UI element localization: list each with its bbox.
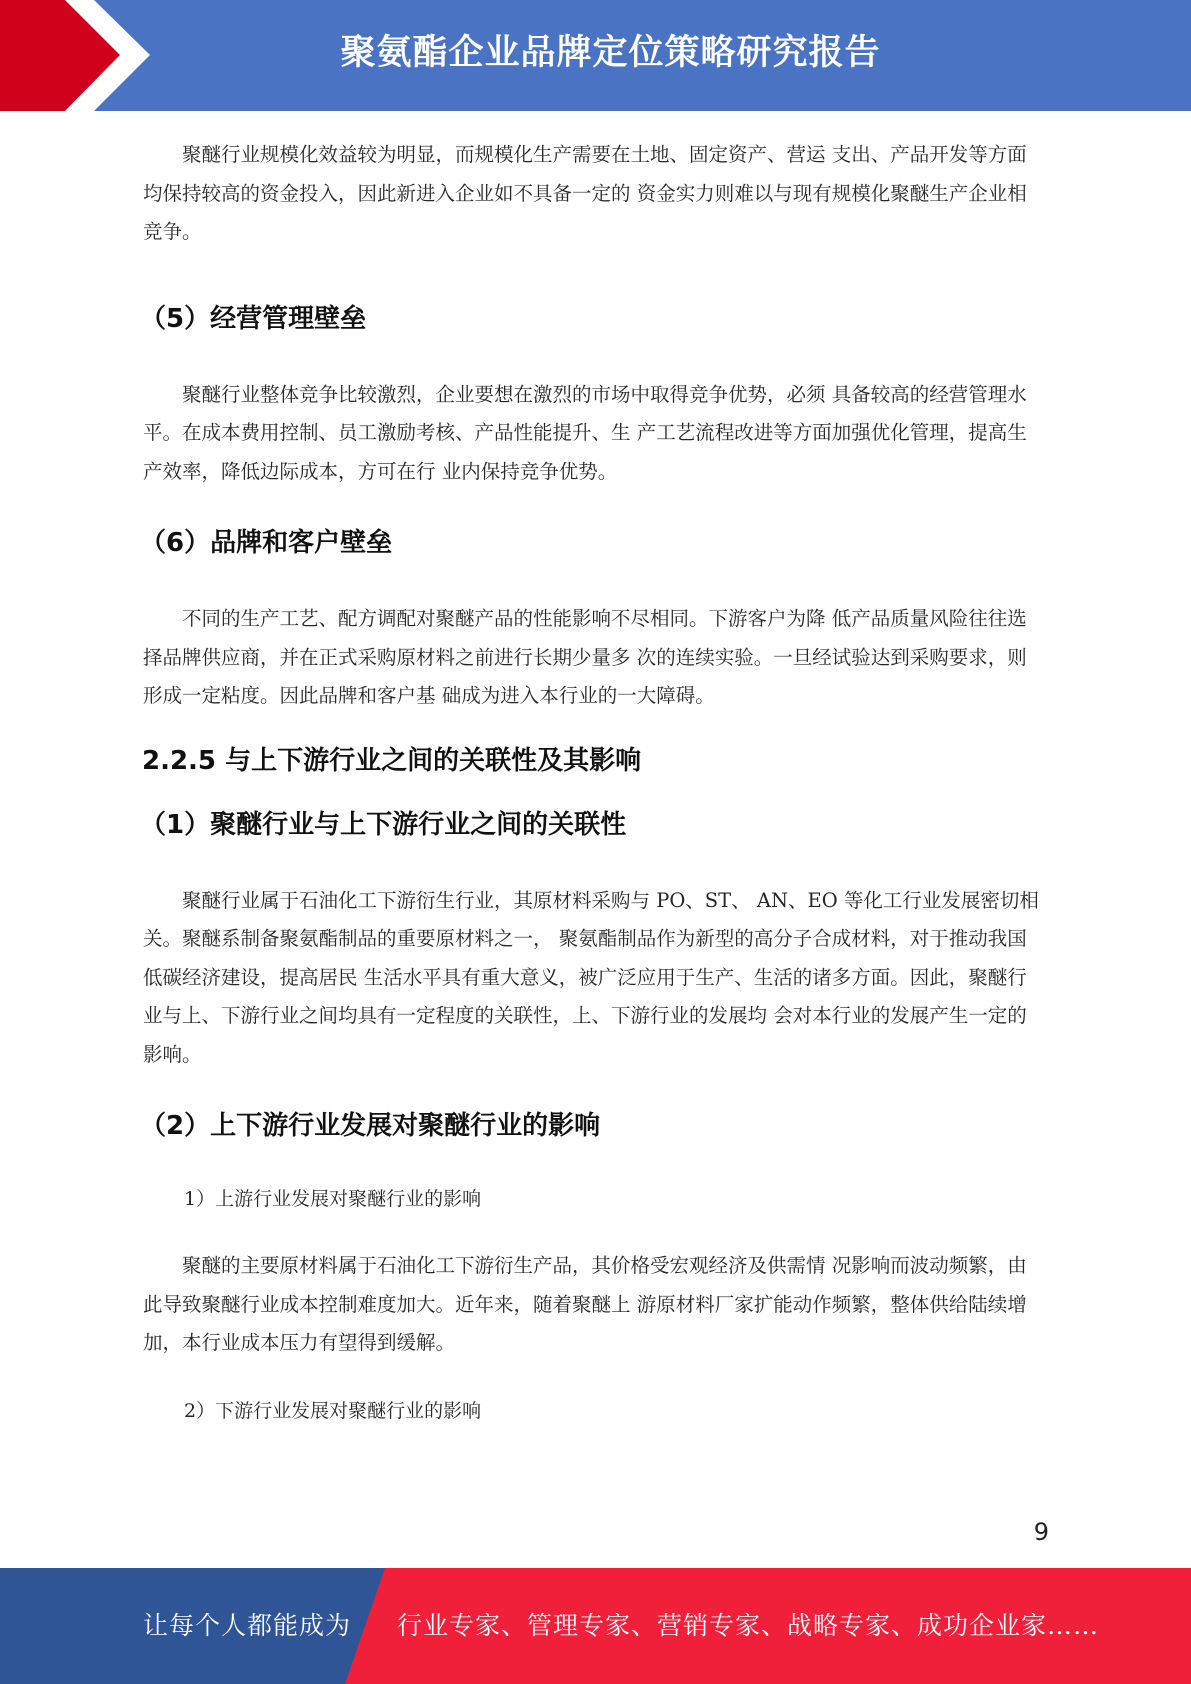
paragraph-scale-barrier: 聚醚行业规模化效益较为明显，而规模化生产需要在土地、固定资产、营运 支出、产品开发等方面均保持较高的资金投入，因此新进入企业如不具备一定的 资金实力则难以与现有规模化聚醚生产企业相竞争。 bbox=[143, 143, 1027, 243]
page-content bbox=[140, 136, 1043, 1427]
heading-brand-barrier: （6）品牌和客户壁垒 bbox=[140, 528, 393, 558]
footer-slogan-left: 让每个人都能成为 bbox=[143, 1611, 352, 1640]
heading-upstream-downstream-impact: （2）上下游行业发展对聚醚行业的影响 bbox=[140, 1111, 601, 1141]
page-footer bbox=[0, 1568, 1191, 1684]
paragraph-management-barrier: 聚醚行业整体竞争比较激烈，企业要想在激烈的市场中取得竞争优势，必须 具备较高的经营管理水平。在成本费用控制、员工激励考核、产品性能提升、生 产工艺流程改进等方面加强优化管理，提高生产效率，降低边际成本，方可在行 业内保持竞争优势。 bbox=[143, 382, 1027, 483]
paragraph-upstream-impact: 聚醚的主要原材料属于石油化工下游衍生产品，其价格受宏观经济及供需情 况影响而波动频繁，由此导致聚醚行业成本控制难度加大。近年来，随着聚醚上 游原材料厂家扩能动作频繁，整体供给陆续增加，本行业成本压力有望得到缓解。 bbox=[143, 1254, 1027, 1354]
page-number: 9 bbox=[1033, 1518, 1049, 1546]
item-upstream-impact: 1）上游行业发展对聚醚行业的影响 bbox=[184, 1188, 482, 1210]
footer-slogan-right: 行业专家、管理专家、营销专家、战略专家、成功企业家…… bbox=[397, 1611, 1100, 1640]
heading-industry-correlation: （1）聚醚行业与上下游行业之间的关联性 bbox=[140, 809, 627, 840]
section-heading-2-2-5: 2.2.5 与上下游行业之间的关联性及其影响 bbox=[142, 745, 642, 776]
page-header bbox=[0, 0, 1191, 111]
item-downstream-impact: 2）下游行业发展对聚醚行业的影响 bbox=[184, 1399, 482, 1422]
paragraph-industry-correlation: 聚醚行业属于石油化工下游衍生行业，其原材料采购与 PO、ST、 AN、EO 等化工行业发展密切相关。聚醚系制备聚氨酯制品的重要原材料之一， 聚氨酯制品作为新型的高分子合成材料，对于推动我国低碳经济建设，提高居民 生活水平具有重大意义，被广泛应用于生产、生活的诸多方面。因此，聚醚行业与上、下游行业之间均具有一定程度的关联性，上、下游行业的发展均 会对本行业的发展产生一定的影响。 bbox=[143, 888, 1039, 1066]
paragraph-brand-barrier: 不同的生产工艺、配方调配对聚醚产品的性能影响不尽相同。下游客户为降 低产品质量风险往往选择品牌供应商，并在正式采购原材料之前进行长期少量多 次的连续实验。一旦经试验达到采购要求，则形成一定粘度。因此品牌和客户基 础成为进入本行业的一大障碍。 bbox=[143, 607, 1027, 707]
report-title: 聚氨酯企业品牌定位策略研究报告 bbox=[340, 33, 881, 73]
heading-management-barrier: （5）经营管理壁垒 bbox=[140, 303, 367, 334]
